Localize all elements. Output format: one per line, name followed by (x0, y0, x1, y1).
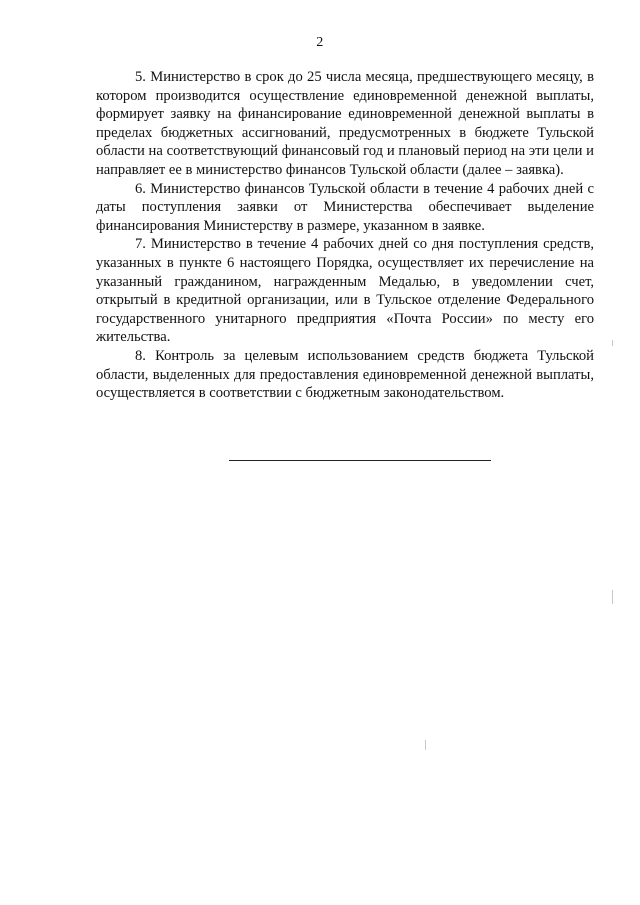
paragraph-5: 5. Министерство в срок до 25 числа месяца, предшествующего месяцу, в котором производится осуществление единовременной денежной выплаты, формирует заявку на финансирование единовременной денежной выплаты в пределах бюджетных ассигнований, предусмотренных в бюджете Тульской области на соответствующий финансовый год и плановый период на эти цели и направляет ее в министерство финансов Тульской области (далее – заявка). (96, 69, 594, 178)
scan-artifact (612, 340, 613, 346)
page-number: 2 (316, 35, 324, 50)
end-of-document-rule (229, 460, 491, 461)
scan-artifact (612, 590, 613, 604)
paragraph-8: 8. Контроль за целевым использованием средств бюджета Тульской области, выделенных для предоставления единовременной денежной выплаты, осуществляется в соответствии с бюджетным законодательством. (96, 347, 594, 402)
scan-artifact (425, 740, 426, 750)
paragraph-6: 6. Министерство финансов Тульской области в течение 4 рабочих дней с даты поступления заявки от Министерства обеспечивает выделение финансирования Министерству в размере, указанном в заявке. (96, 180, 594, 234)
document-body (96, 68, 594, 403)
paragraph-7: 7. Министерство в течение 4 рабочих дней со дня поступления средств, указанных в пункте 6 настоящего Порядка, осуществляет их перечисление на указанный гражданином, награжденным Медалью, в уведомлении счет, открытый в кредитной организации, или в Тульское отделение Федерального государственного унитарного предприятия «Почта России» по месту его жительства. (96, 236, 594, 346)
